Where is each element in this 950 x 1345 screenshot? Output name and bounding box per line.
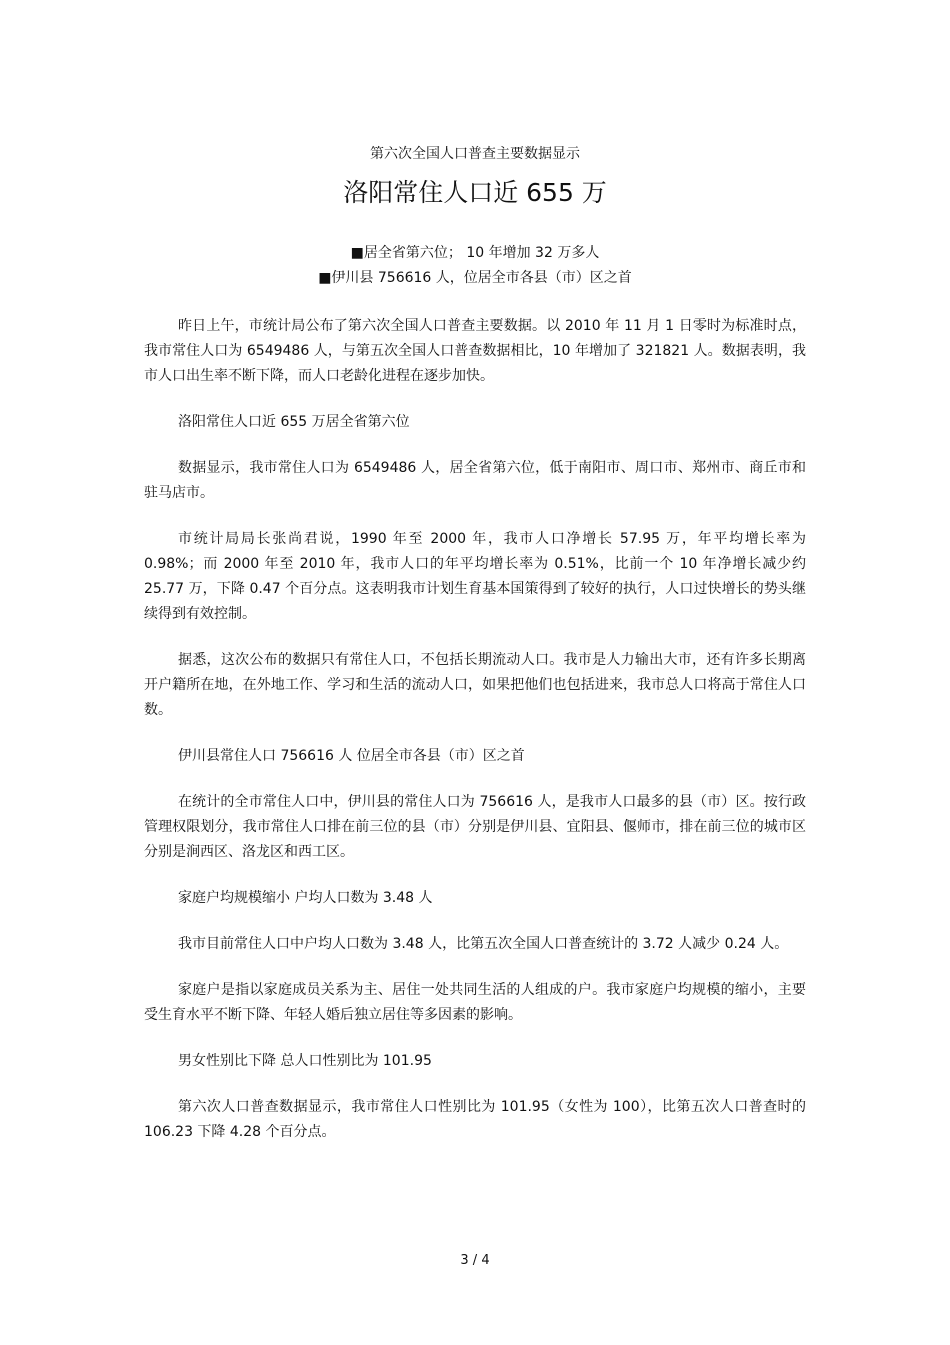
article-body <box>144 314 806 1145</box>
body-paragraph: 第六次人口普查数据显示，我市常住人口性别比为 101.95（女性为 100），比第五次人口普查时的 106.23 下降 4.28 个百分点。 <box>144 1099 806 1140</box>
body-paragraph: 据悉，这次公布的数据只有常住人口，不包括长期流动人口。我市是人力输出大市，还有许多长期离开户籍所在地，在外地工作、学习和生活的流动人口，如果把他们也包括进来，我市总人口将高于常住人口数。 <box>144 652 806 718</box>
body-paragraph: 市统计局局长张尚君说，1990 年至 2000 年，我市人口净增长 57.95 万，年平均增长率为 0.98%；而 2000 年至 2010 年，我市人口的年平均增长率为 0.51%，比前一个 10 年净增长减少约 25.77 万，下降 0.47 个百分点。这表明我市计划生育基本国策得到了较好的执行，人口过快增长的势头继续得到有效控制。 <box>144 531 806 622</box>
body-paragraph: 我市目前常住人口中户均人口数为 3.48 人，比第五次全国人口普查统计的 3.72 人减少 0.24 人。 <box>178 936 789 952</box>
body-paragraph: 数据显示，我市常住人口为 6549486 人，居全省第六位，低于南阳市、周口市、郑州市、商丘市和驻马店市。 <box>144 460 806 501</box>
body-paragraph: 家庭户是指以家庭成员关系为主、居住一处共同生活的人组成的户。我市家庭户均规模的缩小，主要受生育水平不断下降、年轻人婚后独立居住等多因素的影响。 <box>144 982 806 1023</box>
section-heading: 洛阳常住人口近 655 万居全省第六位 <box>178 414 410 430</box>
section-heading: 男女性别比下降 总人口性别比为 101.95 <box>178 1053 432 1069</box>
body-paragraph: 在统计的全市常住人口中，伊川县的常住人口为 756616 人，是我市人口最多的县（市）区。按行政管理权限划分，我市常住人口排在前三位的县（市）分别是伊川县、宜阳县、偃师市，排在前三位的城市区分别是涧西区、洛龙区和西工区。 <box>144 794 806 860</box>
section-heading: 伊川县常住人口 756616 人 位居全市各县（市）区之首 <box>178 748 525 764</box>
article-title: 洛阳常住人口近 655 万 <box>343 178 607 207</box>
subtitle-line: ■伊川县 756616 人，位居全市各县（市）区之首 <box>318 270 632 286</box>
subtitle-line: ■居全省第六位； 10 年增加 32 万多人 <box>350 245 600 261</box>
body-paragraph: 昨日上午，市统计局公布了第六次全国人口普查主要数据。以 2010 年 11 月 1 日零时为标准时点，我市常住人口为 6549486 人，与第五次全国人口普查数据相比，10 年增加了 321821 人。数据表明，我市人口出生率不断下降，而人口老龄化进程在逐步加快。 <box>144 318 806 384</box>
page-number: 3 / 4 <box>460 1253 490 1268</box>
section-heading: 家庭户均规模缩小 户均人口数为 3.48 人 <box>178 890 433 906</box>
kicker-line: 第六次全国人口普查主要数据显示 <box>370 146 580 162</box>
